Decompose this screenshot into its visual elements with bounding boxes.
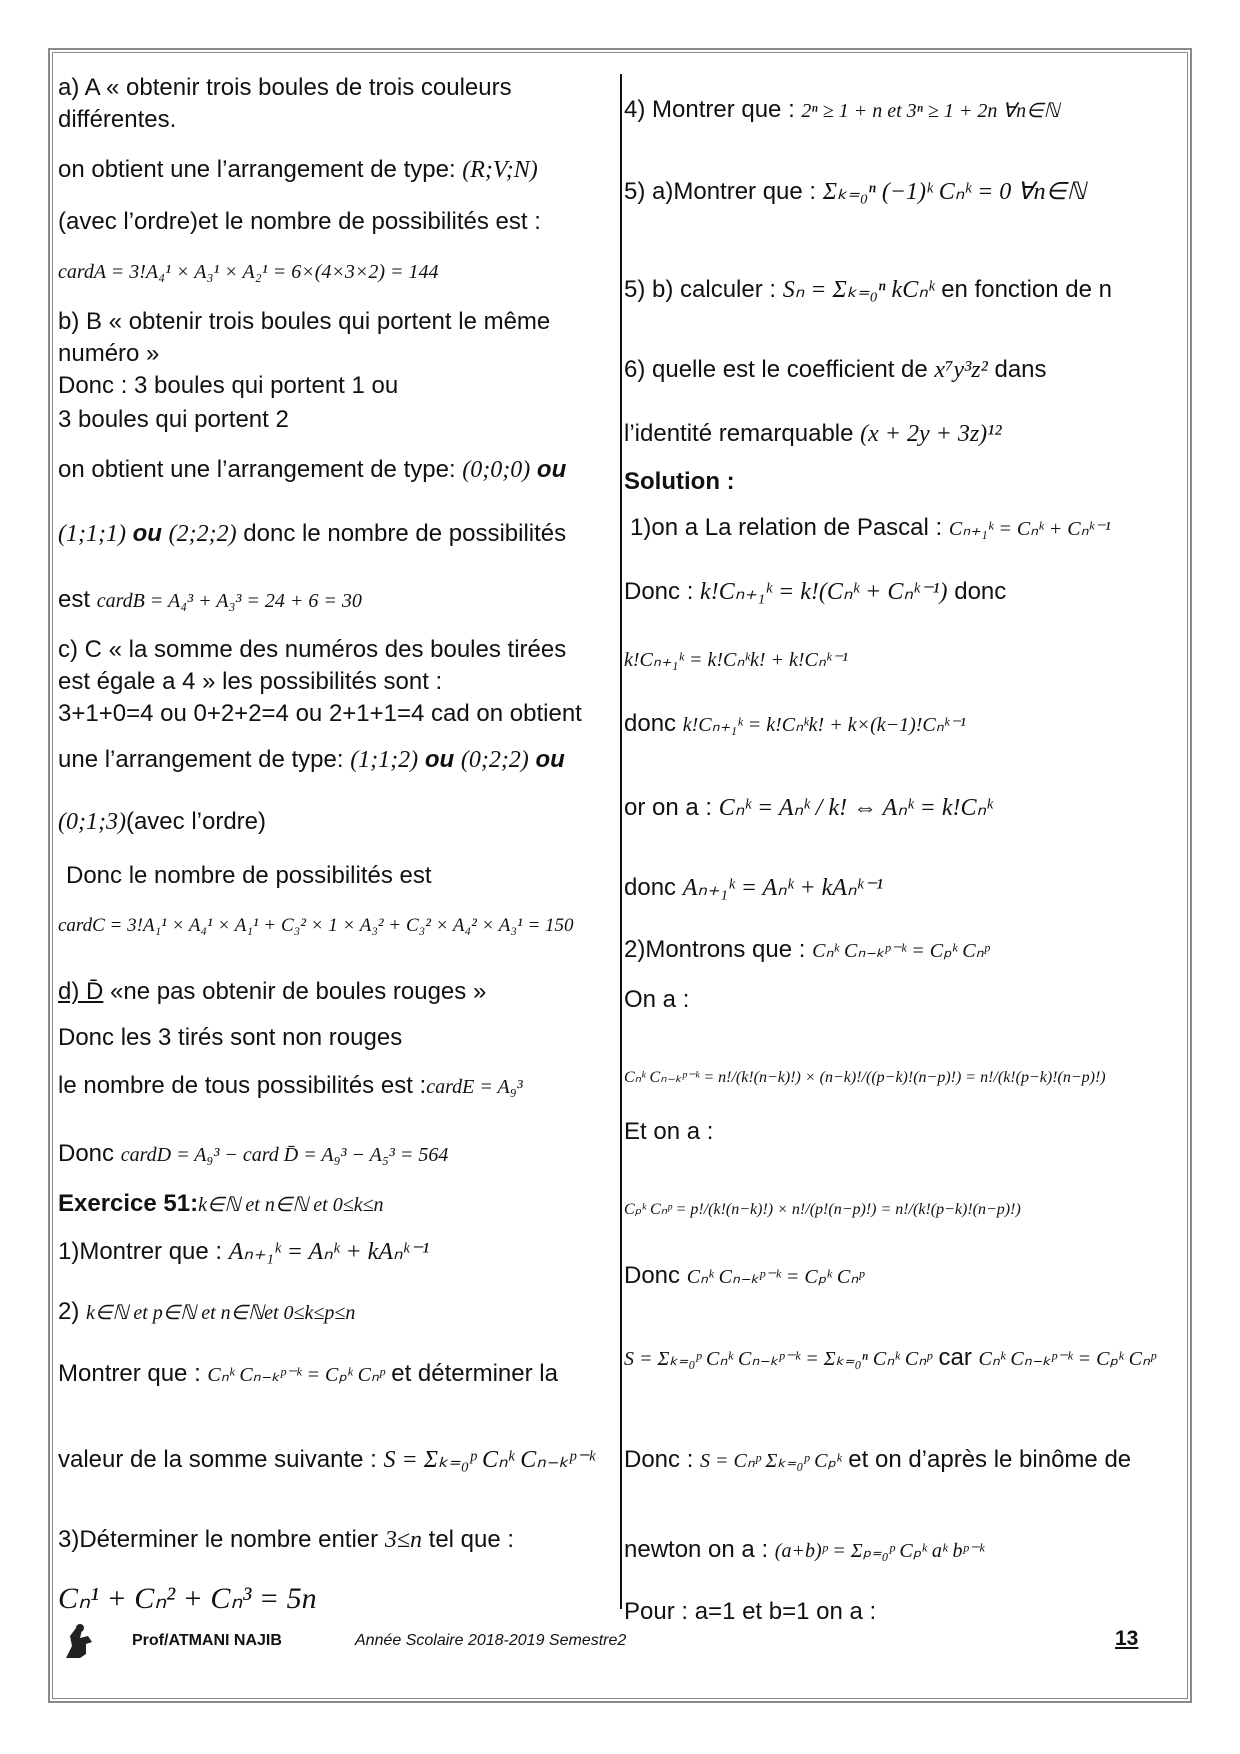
text-r1: 4) Montrer que : 2ⁿ ≥ 1 + n et 3ⁿ ≥ 1 + 2n ∀n∈ℕ (624, 96, 1060, 123)
text-c3: 3+1+0=4 ou 0+2+2=4 ou 2+1+1=4 cad on obtient (58, 700, 582, 727)
text-d3: le nombre de tous possibilités est :cardE = A₉³ (58, 1072, 523, 1099)
text-s4: donc k!Cₙ₊₁ᵏ = k!Cₙᵏk! + k×(k−1)!Cₙᵏ⁻¹ (624, 710, 966, 737)
exercise-51-heading: Exercice 51:k∈ℕ et n∈ℕ et 0≤k≤n (58, 1190, 384, 1217)
text-s16: Pour : a=1 et b=1 on a : (624, 1598, 877, 1625)
text-r3: 5) b) calculer : Sₙ = Σₖ₌₀ⁿ kCₙᵏ en fonction de n (624, 276, 1112, 303)
text-a3: on obtient une l’arrangement de type: (R;V;N) (58, 156, 538, 183)
math-s9: Cₙᵏ Cₙ₋ₖᵖ⁻ᵏ = n!/(k!(n−k)!) × (n−k)!/((p−k)!(n−p)!) = n!/(k!(p−k)!(n−p)!) (624, 1069, 1106, 1086)
author-logo-icon (60, 1622, 100, 1662)
text-e6: 3)Déterminer le nombre entier 3≤n tel que : (58, 1526, 515, 1553)
text-d2: Donc les 3 tirés sont non rouges (58, 1024, 403, 1051)
text-s10: Et on a : (624, 1118, 714, 1145)
text-a2: différentes. (58, 106, 177, 133)
text-r4: 6) quelle est le coefficient de x⁷y³z² dans (624, 356, 1047, 383)
text-r5: l’identité remarquable (x + 2y + 3z)¹² (624, 420, 1002, 447)
math-s11: Cₚᵏ Cₙᵖ = p!/(k!(n−k)!) × n!/(p!(n−p)!) = n!/(k!(p−k)!(n−p)!) (624, 1201, 1021, 1218)
text-e2: 1)Montrer que : Aₙ₊₁ᵏ = Aₙᵏ + kAₙᵏ⁻¹ (58, 1238, 430, 1265)
text-s14: Donc : S = Cₙᵖ Σₖ₌₀ᵖ Cₚᵏ et on d’après le binôme de (624, 1446, 1132, 1473)
text-b3: Donc : 3 boules qui portent 1 ou (58, 372, 399, 399)
text-s15: newton on a : (a+b)ᵖ = Σₚ₌₀ᵖ Cₚᵏ aᵏ bᵖ⁻ᵏ (624, 1536, 985, 1563)
text-c6: Donc le nombre de possibilités est (66, 862, 432, 889)
math-a3: (R;V;N) (462, 157, 538, 183)
math-card-c: cardC = 3!A₁¹ × A₄¹ × A₁¹ + C₃² × 1 × A₃² + C₃² × A₄² × A₃¹ = 150 (58, 915, 574, 936)
text-b4: 3 boules qui portent 2 (58, 406, 289, 433)
text-b2: numéro » (58, 340, 160, 367)
text-b6: (1;1;1) ou (2;2;2) donc le nombre de possibilités (58, 520, 567, 547)
text-e3: 2) k∈ℕ et p∈ℕ et n∈ℕet 0≤k≤p≤n (58, 1298, 356, 1325)
text-s8: On a : (624, 986, 690, 1013)
footer-author: Prof/ATMANI NAJIB (132, 1632, 282, 1649)
text-d1: d) D̄ «ne pas obtenir de boules rouges » (58, 978, 487, 1005)
text-b5: on obtient une l’arrangement de type: (0;0;0) ou (58, 456, 567, 483)
page-footer (60, 1622, 1180, 1662)
text-s7: 2)Montrons que : Cₙᵏ Cₙ₋ₖᵖ⁻ᵏ = Cₚᵏ Cₙᵖ (624, 936, 990, 963)
text-s12: Donc Cₙᵏ Cₙ₋ₖᵖ⁻ᵏ = Cₚᵏ Cₙᵖ (624, 1262, 864, 1289)
text-s13: S = Σₖ₌₀ᵖ Cₙᵏ Cₙ₋ₖᵖ⁻ᵏ = Σₖ₌₀ⁿ Cₙᵏ Cₙᵖ car Cₙᵏ Cₙ₋ₖᵖ⁻ᵏ = Cₚᵏ Cₙᵖ (624, 1344, 1156, 1371)
math-s3: k!Cₙ₊₁ᵏ = k!Cₙᵏk! + k!Cₙᵏ⁻¹ (624, 649, 849, 671)
math-card-a: cardA = 3!A₄¹ × A₃¹ × A₂¹ = 6×(4×3×2) = 144 (58, 261, 439, 283)
math-e7: Cₙ¹ + Cₙ² + Cₙ³ = 5n (58, 1582, 317, 1615)
text-s5: or on a : Cₙᵏ = Aₙᵏ / k! ⇔ Aₙᵏ = k!Cₙᵏ (624, 794, 993, 821)
text-b1: b) B « obtenir trois boules qui portent le même (58, 308, 551, 335)
text-d4: Donc cardD = A₉³ − card D̄ = A₉³ − A₅³ = 564 (58, 1140, 449, 1167)
text-s2: Donc : k!Cₙ₊₁ᵏ = k!(Cₙᵏ + Cₙᵏ⁻¹) donc (624, 578, 1007, 605)
text-e5: valeur de la somme suivante : S = Σₖ₌₀ᵖ Cₙᵏ Cₙ₋ₖᵖ⁻ᵏ (58, 1446, 595, 1473)
footer-year: Année Scolaire 2018-2019 Semestre2 (355, 1632, 627, 1649)
text-c2: est égale a 4 » les possibilités sont : (58, 668, 443, 695)
text-a4: (avec l’ordre)et le nombre de possibilités est : (58, 208, 541, 235)
text-e4: Montrer que : Cₙᵏ Cₙ₋ₖᵖ⁻ᵏ = Cₚᵏ Cₙᵖ et déterminer la (58, 1360, 558, 1387)
solution-heading: Solution : (624, 468, 735, 495)
text-s6: donc Aₙ₊₁ᵏ = Aₙᵏ + kAₙᵏ⁻¹ (624, 874, 884, 901)
text-c1: c) C « la somme des numéros des boules tirées (58, 636, 567, 663)
text-c4: une l’arrangement de type: (1;1;2) ou (0;2;2) ou (58, 746, 565, 773)
text-a1: a) A « obtenir trois boules de trois couleurs (58, 74, 512, 101)
text-c5: (0;1;3)(avec l’ordre) (58, 808, 267, 835)
text-r2: 5) a)Montrer que : Σₖ₌₀ⁿ (−1)ᵏ Cₙᵏ = 0 ∀n∈ℕ (624, 178, 1086, 205)
text-s1: 1)on a La relation de Pascal : Cₙ₊₁ᵏ = Cₙᵏ + Cₙᵏ⁻¹ (630, 514, 1111, 541)
column-divider (620, 74, 622, 1609)
page-number: 13 (1115, 1627, 1139, 1650)
text-b7: est cardB = A₄³ + A₃³ = 24 + 6 = 30 (58, 586, 362, 613)
